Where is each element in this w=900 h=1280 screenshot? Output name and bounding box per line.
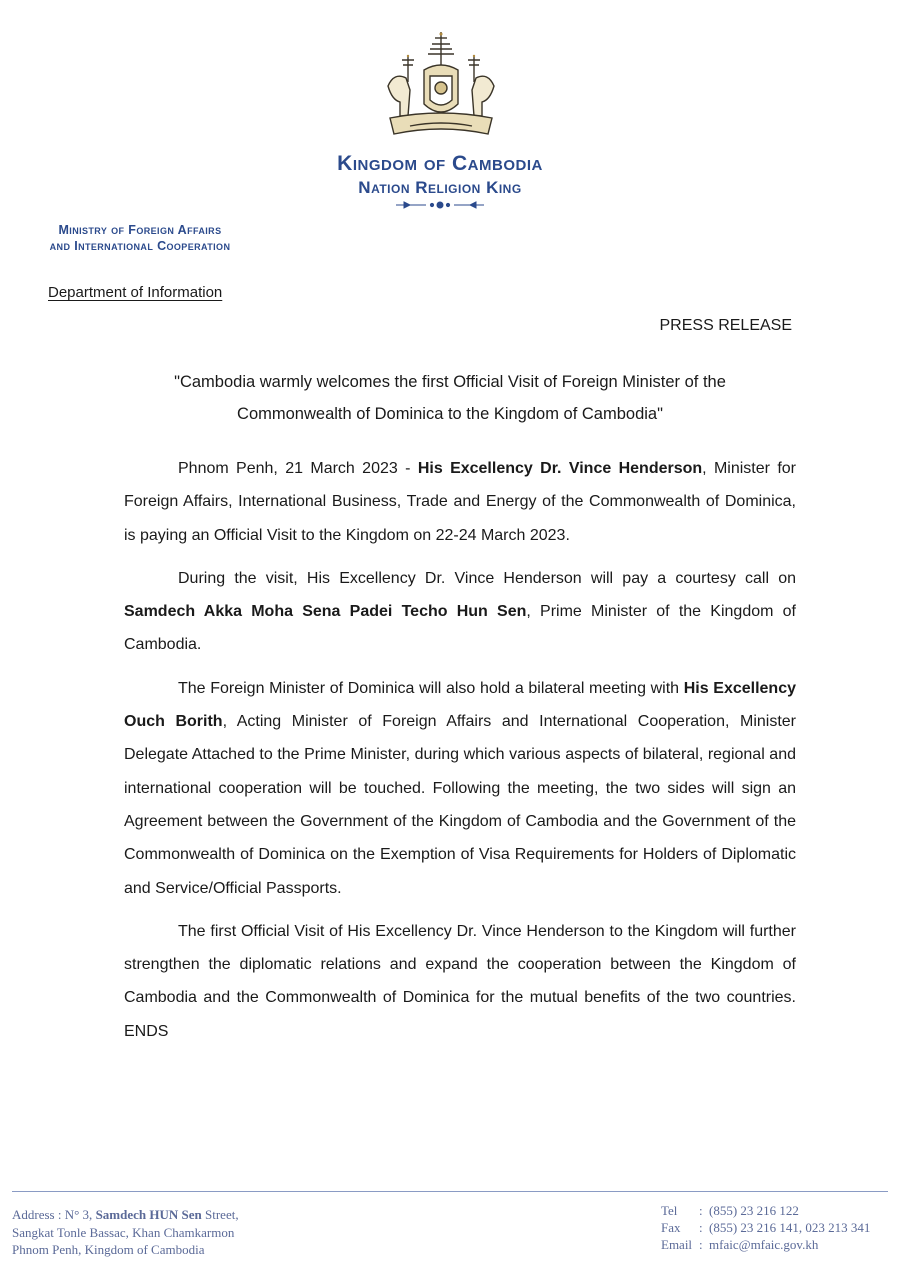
p2-text-a: During the visit, His Excellency Dr. Vince Henderson will pay a courtesy call on — [178, 569, 796, 587]
email-label: Email — [661, 1237, 693, 1252]
contact-email — [661, 1236, 870, 1253]
footer-address — [12, 1206, 239, 1259]
tel-label: Tel — [661, 1203, 678, 1218]
title-line-1: "Cambodia warmly welcomes the first Official Visit of Foreign Minister of the — [174, 373, 726, 391]
address-line-1 — [12, 1206, 239, 1224]
ministry-line-1: Ministry of Foreign Affairs — [58, 223, 222, 237]
fax-label: Fax — [661, 1220, 681, 1235]
address-line-2: Sangkat Tonle Bassac, Khan Chamkarmon — [12, 1224, 235, 1240]
email-separator: : — [699, 1237, 703, 1252]
ministry-name — [0, 222, 280, 254]
address-street-name: Samdech HUN Sen — [95, 1207, 202, 1222]
department-name: Department of Information — [48, 284, 223, 301]
decorative-divider-icon — [396, 199, 484, 211]
p3-text-c: , Acting Minister of Foreign Affairs and International Cooperation, Minister Delegate Attached to the Prime Minister, during which various aspects of bilateral, regional and international cooperation will be touched. Following the meeting, the two sides will sign an Agreement between the Government of the Kingdom of Cambodia and the Government of the Commonwealth of Dominica on the Exemption of Visa Requirements for Holders of Diplomatic and Service/Official Passports. — [124, 713, 796, 897]
fax-value: (855) 23 216 141, 023 213 341 — [709, 1220, 871, 1235]
paragraph-3 — [124, 672, 796, 905]
p2-text-bold: Samdech Akka Moha Sena Padei Techo Hun Sen — [124, 603, 527, 621]
national-motto: Nation Religion King — [358, 178, 522, 197]
tel-value: (855) 23 216 122 — [709, 1203, 799, 1218]
footer-contact — [661, 1202, 870, 1253]
tel-separator: : — [699, 1203, 703, 1218]
contact-fax — [661, 1219, 870, 1236]
paragraph-4: The first Official Visit of His Excellency Dr. Vince Henderson to the Kingdom will further strengthen the diplomatic relations and expand the cooperation between the Kingdom of Cambodia and the Commonwealth of Dominica for the mutual benefits of the two countries. ENDS — [124, 922, 796, 1040]
press-release-title — [100, 366, 800, 430]
p1-text-a: Phnom Penh, 21 March 2023 - — [178, 460, 418, 477]
address-prefix: Address : N° 3, — [12, 1207, 96, 1222]
p2-text-c: , Prime Minister of the Kingdom of Cambodia. — [124, 603, 796, 654]
paragraph-2 — [124, 562, 796, 662]
address-suffix: Street, — [201, 1207, 239, 1222]
footer-divider — [12, 1191, 888, 1192]
address-line-3: Phnom Penh, Kingdom of Cambodia — [12, 1242, 205, 1257]
release-type-label: PRESS RELEASE — [659, 317, 792, 334]
press-release-body — [124, 452, 796, 1058]
fax-separator: : — [699, 1220, 703, 1235]
p3-text-bold: His Excellency Ouch Borith — [124, 679, 797, 731]
p3-text-a: The Foreign Minister of Dominica will also hold a bilateral meeting with — [178, 679, 684, 697]
title-line-2: Commonwealth of Dominica to the Kingdom of Cambodia" — [237, 405, 663, 423]
contact-tel — [661, 1202, 870, 1219]
royal-arms-crest-icon — [380, 30, 502, 142]
kingdom-title: Kingdom of Cambodia — [337, 152, 543, 175]
p1-text-c: , Minister for Foreign Affairs, International Business, Trade and Energy of the Commonwealth of Dominica, is paying an Official Visit to the Kingdom on 22-24 March 2023. — [124, 460, 797, 544]
paragraph-1 — [124, 452, 796, 552]
email-value: mfaic@mfaic.gov.kh — [709, 1237, 819, 1252]
ministry-line-2: and International Cooperation — [49, 239, 231, 253]
p1-text-bold: His Excellency Dr. Vince Henderson — [417, 460, 703, 477]
